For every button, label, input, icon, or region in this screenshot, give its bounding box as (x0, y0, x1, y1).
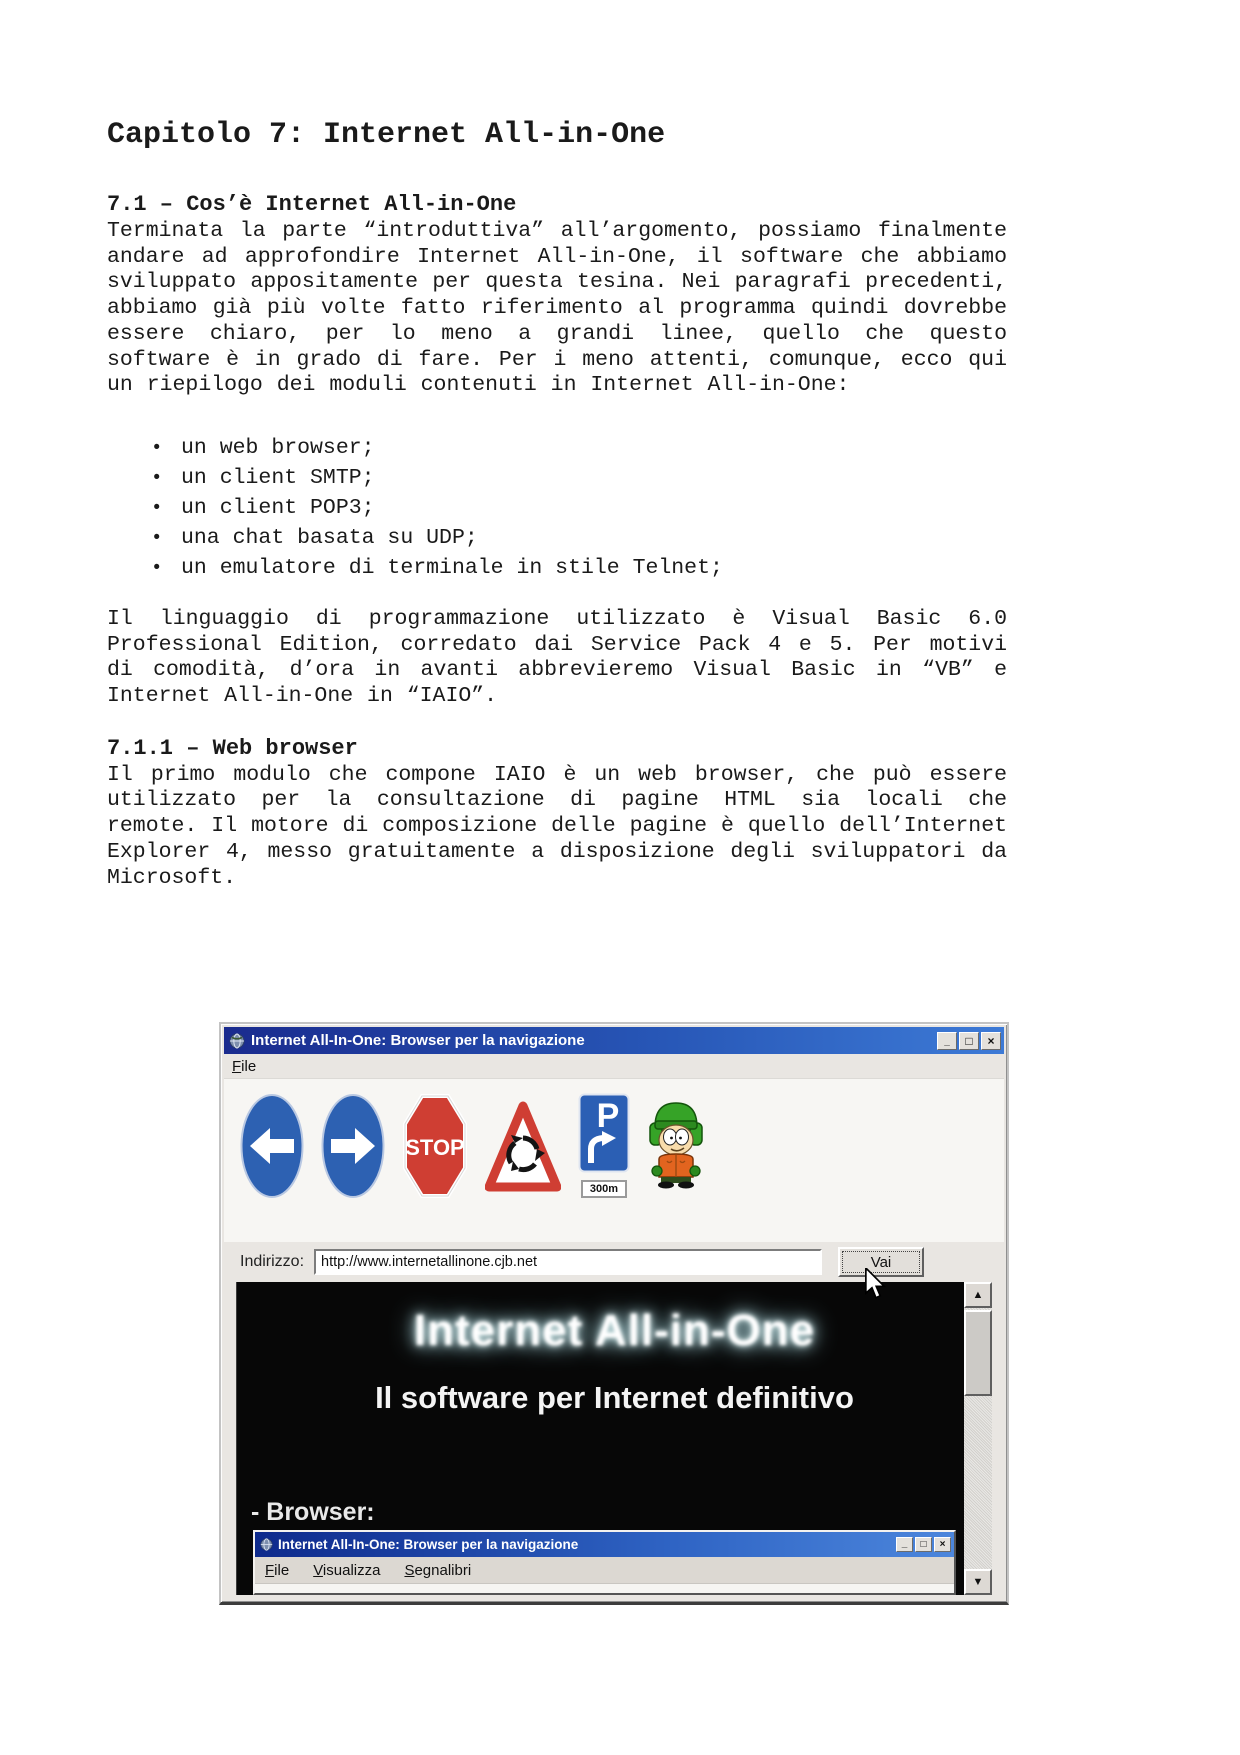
document-page (107, 118, 1007, 891)
list-item (151, 497, 1007, 519)
window-title: Internet All-In-One: Browser per la navigazione (251, 1032, 585, 1049)
bullet-text: un client SMTP; (181, 465, 375, 490)
scroll-down-icon: ▼ (972, 1576, 984, 1588)
roundabout-warning-sign-icon[interactable] (485, 1101, 561, 1195)
stop-sign-text: STOP (405, 1135, 465, 1160)
kyle-character-icon[interactable] (647, 1097, 705, 1189)
nested-menu-bar (255, 1557, 954, 1583)
menu-item-file[interactable]: File (232, 1057, 257, 1075)
go-button[interactable]: Vai (838, 1247, 924, 1277)
page-subtitle: Il software per Internet definitivo (375, 1380, 854, 1415)
stop-sign-icon[interactable] (402, 1093, 468, 1199)
nested-toolbar-strip (255, 1583, 954, 1593)
address-label: Indirizzo: (240, 1253, 305, 1270)
bullet-text: una chat basata su UDP; (181, 525, 478, 550)
bullet-icon: • (151, 436, 163, 459)
maximize-button: □ (915, 1537, 932, 1552)
close-button[interactable]: × (981, 1032, 1001, 1050)
page-glow-title: Internet All-in-One (413, 1306, 816, 1355)
web-page-view (236, 1282, 992, 1595)
section-7-1-1-paragraph: Il primo modulo che compone IAIO è un web browser, che può essere utilizzato per la consultazione di pagine HTML sia locali che remote. Il motore di composizione delle pagine è quello dell’Internet Explorer 4, messo gratuitamente a disposizione degli sviluppatori da Microsoft. (107, 762, 1007, 890)
scroll-down-button[interactable] (964, 1569, 992, 1595)
bullet-icon: • (151, 556, 163, 579)
mouse-cursor-icon (864, 1268, 886, 1300)
nested-window-titlebar (255, 1532, 954, 1557)
list-item (151, 437, 1007, 459)
section-7-1-heading: 7.1 – Cos’è Internet All-in-One (107, 192, 517, 217)
nested-window-title: Internet All-In-One: Browser per la navigazione (278, 1537, 579, 1552)
address-input[interactable] (314, 1249, 822, 1275)
page-browser-label: - Browser: (251, 1498, 375, 1526)
window-titlebar[interactable] (224, 1027, 1004, 1054)
back-left-arrow-sign-icon[interactable] (240, 1093, 304, 1199)
bullet-icon: • (151, 466, 163, 489)
section-7-1-paragraph-1: Terminata la parte “introduttiva” all’argomento, possiamo finalmente andare ad approfondire Internet All-in-One, il software che abbiamo sviluppato appositamente per questa tesina. Nei paragrafi precedenti, abbiamo già più volte fatto riferimento al programma quindi dovrebbe essere chiaro, per lo meno a grandi linee, quello che questo software è in grado di fare. Per i meno attenti, comunque, ecco qui un riepilogo dei moduli contenuti in Internet All-in-One: (107, 219, 1007, 398)
menu-item-visualizza: Visualizza (313, 1561, 381, 1579)
section-7-1-1-heading: 7.1.1 – Web browser (107, 735, 358, 761)
scroll-up-icon: ▲ (972, 1289, 984, 1301)
toolbar (224, 1078, 1004, 1242)
app-globe-icon (260, 1538, 273, 1551)
list-item (151, 557, 1007, 579)
forward-right-arrow-sign-icon[interactable] (321, 1093, 385, 1199)
scrollbar-thumb[interactable] (964, 1310, 992, 1396)
minimize-button[interactable]: _ (937, 1032, 957, 1050)
minimize-button: _ (896, 1537, 913, 1552)
close-button: × (934, 1537, 951, 1552)
menu-item-segnalibri: Segnalibri (404, 1561, 472, 1579)
vertical-scrollbar[interactable] (964, 1282, 992, 1595)
bullet-icon: • (151, 496, 163, 519)
app-screenshot (219, 1022, 1009, 1605)
maximize-button[interactable]: □ (959, 1032, 979, 1050)
menu-item-file: File (265, 1561, 290, 1579)
menu-bar (224, 1054, 1004, 1078)
parking-sign-icon[interactable] (578, 1093, 630, 1198)
parking-distance-plate: 300m (581, 1180, 627, 1198)
list-item (151, 527, 1007, 549)
bullet-text: un client POP3; (181, 495, 375, 520)
bullet-icon: • (151, 526, 163, 549)
section-7-1-paragraph-2: Il linguaggio di programmazione utilizzato è Visual Basic 6.0 Professional Edition, corredato dai Service Pack 4 e 5. Per motivi di comodità, d’ora in avanti abbrevieremo Visual Basic in “VB” e Internet All-in-One in “IAIO”. (107, 606, 1007, 709)
app-globe-icon (229, 1033, 245, 1049)
bullet-text: un emulatore di terminale in stile Telnet; (181, 555, 723, 580)
list-item (151, 467, 1007, 489)
chapter-title: Capitolo 7: Internet All-in-One (107, 118, 666, 152)
bullet-text: un web browser; (181, 435, 375, 460)
address-bar (224, 1242, 1004, 1282)
scroll-up-button[interactable] (964, 1282, 992, 1308)
nested-window-screenshot (253, 1530, 956, 1595)
module-bullet-list (151, 437, 1007, 579)
browser-window (221, 1024, 1007, 1602)
parking-letter: P (596, 1097, 620, 1135)
